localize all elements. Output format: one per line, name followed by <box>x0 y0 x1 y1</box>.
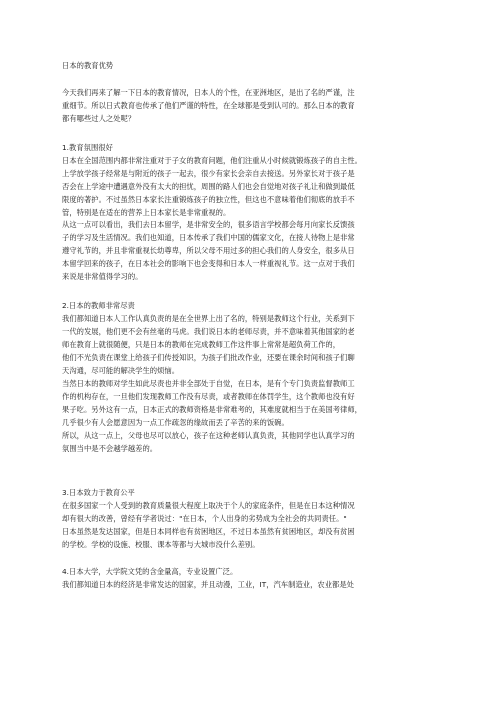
paragraph-line: 所以，从这一点上，父母也尽可以放心，孩子在这种老师认真负责，其他同学也认真学习的 <box>62 431 355 440</box>
paragraph-line: 本留学回来的孩子，在日本社会的影响下也会变得和日本人一样重视礼节。这一点对于我们 <box>62 259 355 268</box>
paragraph-line: 从这一点可以看出，我们去日本留学，是非常安全的，很多语言学校都会每月向家长反馈孩 <box>62 220 355 229</box>
paragraph-line: 上学放学孩子经常是与附近的孩子一起去，很少有家长会亲自去接送。另外家长对于孩子是 <box>62 169 355 178</box>
paragraph-line: 子的学习及生活情况。我们也知道，日本传承了我们中国的儒家文化，在接人待物上是非常 <box>62 233 355 242</box>
paragraph-line: 一代的发展，他们更不会有丝毫的马虎。我们说日本的老师尽责，并不意味着其他国家的老 <box>62 327 355 336</box>
paragraph-line: 作的机构存在，一旦他们发现教师工作没有尽责，或者教师在体罚学生，这个教师也没有好 <box>62 392 355 401</box>
intro-line: 重细节。所以日式教育也传承了他们严谨的特性，在全球都是受到认可的。那么日本的教育 <box>62 101 355 110</box>
paragraph-line: 否会在上学途中遭遇意外没有太大的担忧，周围的路人们也会自觉地对孩子礼让和做到最低 <box>62 182 355 191</box>
section-heading: 2.日本的教师非常尽责 <box>62 301 135 310</box>
paragraph-line: 氛围当中是不会越学越差的。 <box>62 444 158 453</box>
paragraph-line: 他们不光负责在课堂上给孩子们传授知识，为孩子们批改作业，还要在课余时间和孩子们聊 <box>62 353 355 362</box>
paragraph-line: 限度的著护。不过虽然日本家长注重锻炼孩子的独立性，但这也不意味着他们彻底的放手不 <box>62 195 355 204</box>
paragraph-line: 果子吃。另外这有一点，日本正式的教师资格是非常难考的，其难度就相当于在美国考律师， <box>62 405 362 414</box>
section-heading: 3.日本致力于教育公平 <box>62 488 135 497</box>
paragraph-line: 天沟通，尽可能的解决学生的烦恼。 <box>62 366 180 375</box>
paragraph-line: 的学校。学校的设施、校服、课本等都与大城市没什么差别。 <box>62 540 260 549</box>
section-heading: 1.教育氛围很好 <box>62 143 113 152</box>
paragraph-line: 在很多国家一个人受到的教育质量很大程度上取决于个人的家庭条件，但是在日本这种情况 <box>62 501 355 510</box>
paragraph-line: 几乎很少有人会愿意因为一点工作疏忽的缘故而丢了辛苦的来的饭碗。 <box>62 418 289 427</box>
intro-line: 都有哪些过人之处呢？ <box>62 114 136 123</box>
paragraph-line: 日本在全国范围内都非常注重对于子女的教育问题，他们注重从小时候就锻炼孩子的自主性。 <box>62 156 362 165</box>
paragraph-line: 我们都知道日本的经济是非常发达的国家，并且动漫，工业，IT，汽车制造业，农业都是处 <box>62 580 355 589</box>
paragraph-line: 当然日本的教师对学生如此尽责也并非全部处于自觉，在日本，是有个专门负责监督教师工 <box>62 379 355 388</box>
paragraph-line: 日本虽然是发达国家，但是日本同样也有贫困地区，不过日本虽然有贫困地区，却没有贫困 <box>62 527 355 536</box>
paragraph-line: 来说是非常值得学习的。 <box>62 272 143 281</box>
document-title: 日本的教育优势 <box>62 61 114 70</box>
paragraph-line: 管，特别是在适在的营养上日本家长是非常重视的。 <box>62 208 231 217</box>
paragraph-line: 遵守礼节的，并且非常重视长幼尊卑，所以父母不用过多的担心我们的人身安全，很多从日 <box>62 246 355 255</box>
section-heading: 4.日本大学，大学院文凭的含金量高，专业设置广泛。 <box>62 567 238 576</box>
paragraph-line: 却有很大的改善，曾经有学者说过："在日本，个人出身的劣势成为全社会的共同责任。" <box>62 514 347 523</box>
paragraph-line: 师在教育上就很随便，只是日本的教师在完成教师工作这件事上常常是超负荷工作的， <box>62 340 341 349</box>
paragraph-line: 我们都知道日本人工作认真负责的是在全世界上出了名的，特别是教师这个行业，关系到下 <box>62 314 355 323</box>
intro-line: 今天我们再来了解一下日本的教育情况，日本人的个性，在亚洲地区，是出了名的严谨，注 <box>62 88 355 97</box>
